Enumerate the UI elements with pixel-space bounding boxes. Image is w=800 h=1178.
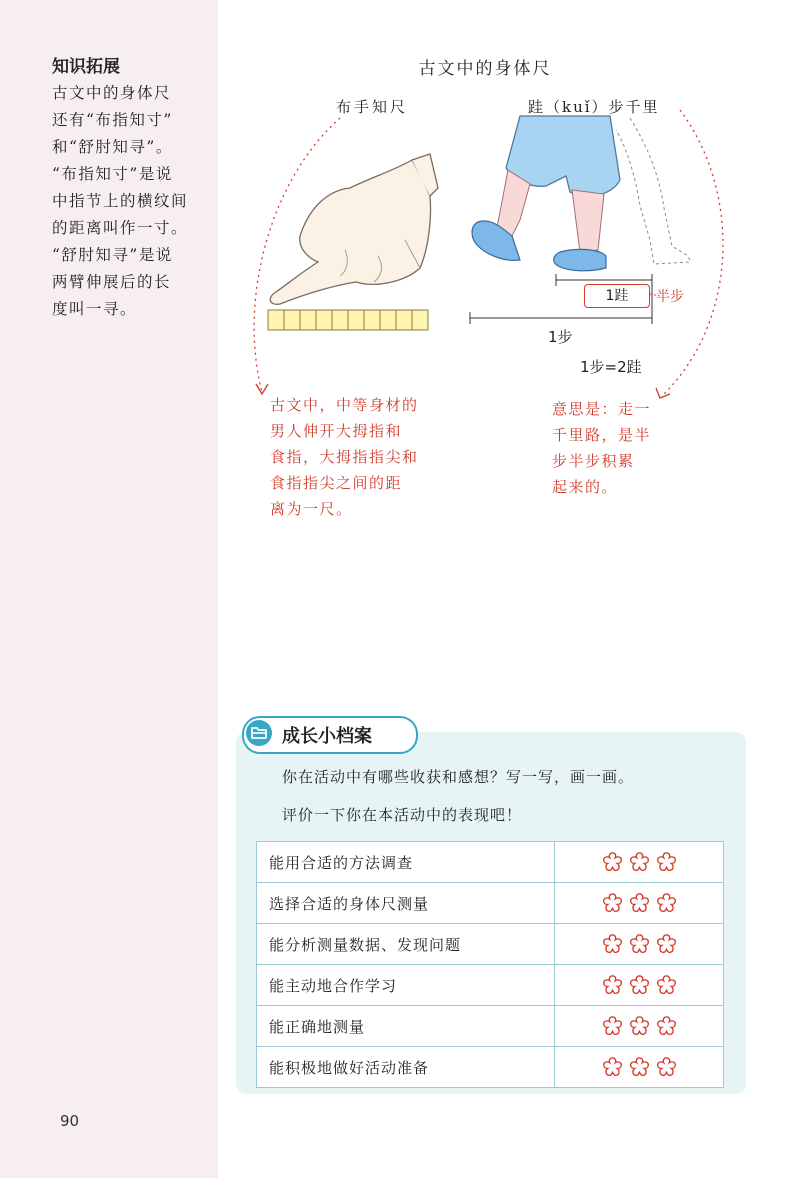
- kui-tag: 1跬: [584, 284, 650, 308]
- evaluation-row: [257, 965, 724, 1006]
- rating-flowers[interactable]: [555, 924, 724, 965]
- evaluation-row: [257, 883, 724, 924]
- rating-flowers[interactable]: [555, 1006, 724, 1047]
- flower-rating-icon[interactable]: [654, 1055, 679, 1080]
- flower-rating-icon[interactable]: [600, 891, 625, 916]
- evaluation-criterion: 能积极地做好活动准备: [257, 1047, 555, 1088]
- step-curve-arrow: [662, 110, 723, 396]
- growth-record-title: 成长小档案: [282, 726, 372, 747]
- evaluation-criterion: 选择合适的身体尺测量: [257, 883, 555, 924]
- evaluation-prompt: 评价一下你在本活动中的表现吧！: [282, 806, 523, 824]
- hand-ruler: [268, 310, 428, 330]
- rating-flowers[interactable]: [555, 965, 724, 1006]
- step-explanation-note: 意思是：走一 千里路，是半 步半步积累 起来的。: [552, 400, 652, 496]
- sidebar-heading: 知识拓展: [52, 57, 120, 77]
- page-title: 古文中的身体尺: [418, 59, 552, 79]
- flower-rating-icon[interactable]: [654, 1014, 679, 1039]
- evaluation-criterion: 能分析测量数据、发现问题: [257, 924, 555, 965]
- reflection-prompt: 你在活动中有哪些收获和感想？写一写，画一画。: [282, 768, 635, 786]
- hand-illustration: [270, 154, 438, 304]
- rating-flowers[interactable]: [555, 842, 724, 883]
- flower-rating-icon[interactable]: [654, 973, 679, 998]
- walking-legs-illustration: [472, 116, 690, 271]
- evaluation-criterion: 能用合适的方法调查: [257, 842, 555, 883]
- half-step-label: 半步: [656, 289, 684, 305]
- flower-rating-icon[interactable]: [627, 1014, 652, 1039]
- flower-rating-icon[interactable]: [654, 850, 679, 875]
- folder-icon: [246, 720, 272, 746]
- flower-rating-icon[interactable]: [654, 932, 679, 957]
- evaluation-criterion: 能主动地合作学习: [257, 965, 555, 1006]
- flower-rating-icon[interactable]: [600, 850, 625, 875]
- step-equation: 1步=2跬: [580, 358, 642, 376]
- evaluation-row: [257, 1047, 724, 1088]
- flower-rating-icon[interactable]: [627, 932, 652, 957]
- one-step-label: 1步: [548, 328, 573, 346]
- sidebar-text: 古文中的身体尺 还有“布指知寸” 和“舒肘知寻”。 “布指知寸”是说 中指节上的横纹间 的距离叫作一寸。 “舒肘知寻”是说 两臂伸展后的长 度叫一寻。: [52, 84, 189, 318]
- flower-rating-icon[interactable]: [627, 850, 652, 875]
- evaluation-row: [257, 924, 724, 965]
- flower-rating-icon[interactable]: [600, 1055, 625, 1080]
- flower-rating-icon[interactable]: [627, 1055, 652, 1080]
- flower-rating-icon[interactable]: [600, 932, 625, 957]
- evaluation-criterion: 能正确地测量: [257, 1006, 555, 1047]
- evaluation-row: [257, 1006, 724, 1047]
- page-number: 90: [60, 1112, 80, 1130]
- rating-flowers[interactable]: [555, 1047, 724, 1088]
- hand-label: 布手知尺: [336, 98, 409, 116]
- flower-rating-icon[interactable]: [654, 891, 679, 916]
- hand-explanation-note: 古文中，中等身材的 男人伸开大拇指和 食指，大拇指指尖和 食指指尖之间的距 离为一尺。: [270, 396, 419, 518]
- step-label: 跬（kuǐ）步千里: [528, 98, 660, 116]
- flower-rating-icon[interactable]: [600, 973, 625, 998]
- rating-flowers[interactable]: [555, 883, 724, 924]
- flower-rating-icon[interactable]: [600, 1014, 625, 1039]
- evaluation-row: [257, 842, 724, 883]
- self-evaluation-table: [256, 841, 724, 1088]
- flower-rating-icon[interactable]: [627, 891, 652, 916]
- flower-rating-icon[interactable]: [627, 973, 652, 998]
